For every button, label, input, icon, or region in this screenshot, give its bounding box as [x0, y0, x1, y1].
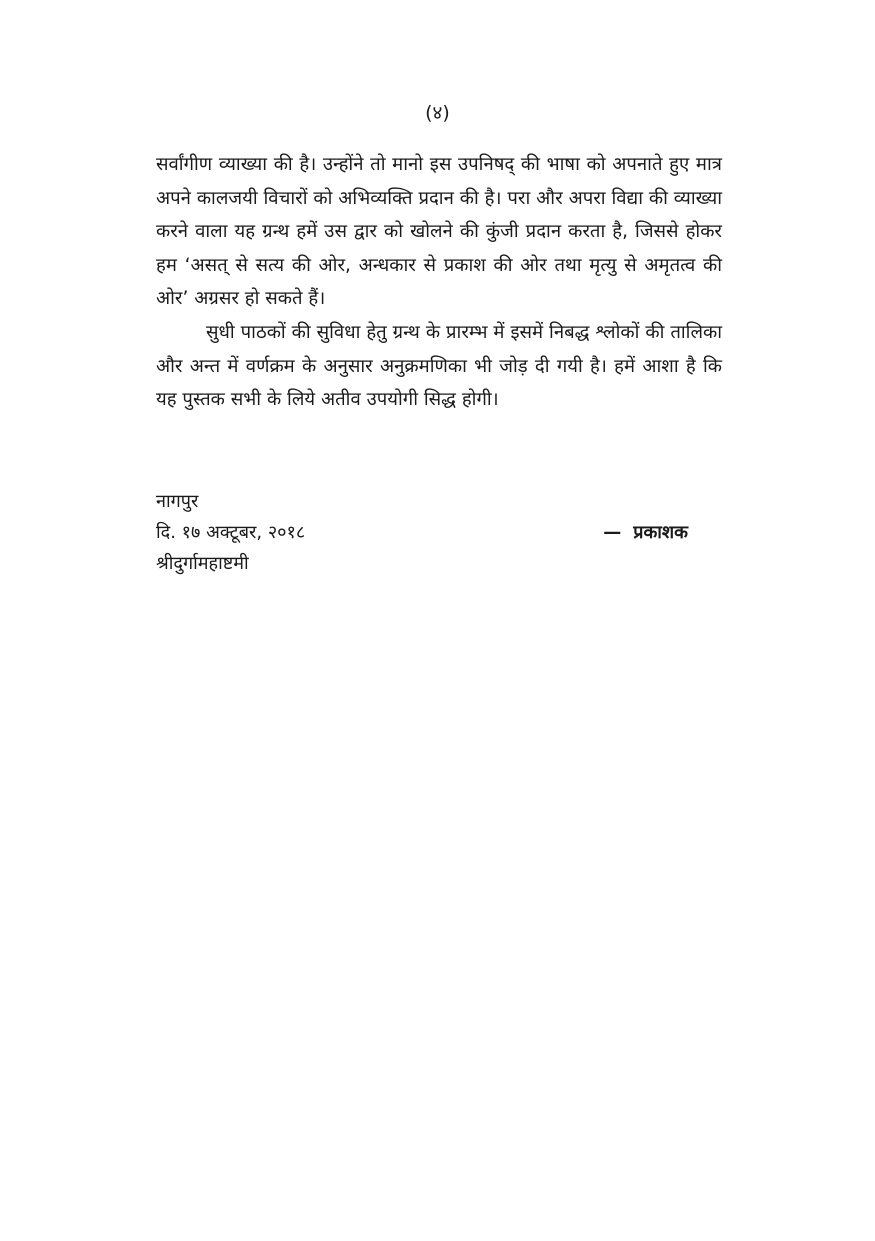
signoff-dash: —: [603, 522, 622, 543]
paragraph-1: सर्वांगीण व्याख्या की है। उन्होंने तो मानो इस उपनिषद् की भाषा को अपनाते हुए मात्र अपने कालजयी विचारों को अभिव्यक्ति प्रदान की है। परा और अपरा विद्या की व्याख्या करने वाला यह ग्रन्थ हमें उस द्वार को खोलने की कुंजी प्रदान करता है, जिससे होकर हम ‘असत् से सत्य की ओर, अन्धकार से प्रकाश की ओर तथा मृत्यु से अमृतत्व की ओर’ अग्रसर हो सकते हैं।: [156, 154, 722, 310]
place: नागपुर: [156, 491, 199, 512]
paragraph-2: सुधी पाठकों की सुविधा हेतु ग्रन्थ के प्रारम्भ में इसमें निबद्ध श्लोकों की तालिका और अन्त में वर्णक्रम के अनुसार अनुक्रमणिका भी जोड़ दी गयी है। हमें आशा है कि यह पुस्तक सभी के लिये अतीव उपयोगी सिद्ध होगी।: [156, 321, 722, 411]
page-number: (४): [425, 102, 450, 124]
occasion-line: [156, 548, 722, 579]
signature-block: [156, 486, 722, 579]
date-line: [156, 517, 722, 548]
place-line: [156, 486, 722, 517]
publisher-label: प्रकाशक: [633, 522, 688, 543]
publisher-signoff: [603, 517, 688, 548]
occasion: श्रीदुर्गामहाष्टमी: [156, 553, 249, 574]
date: दि. १७ अक्टूबर, २०१८: [156, 522, 306, 543]
preface-body: [156, 148, 722, 417]
